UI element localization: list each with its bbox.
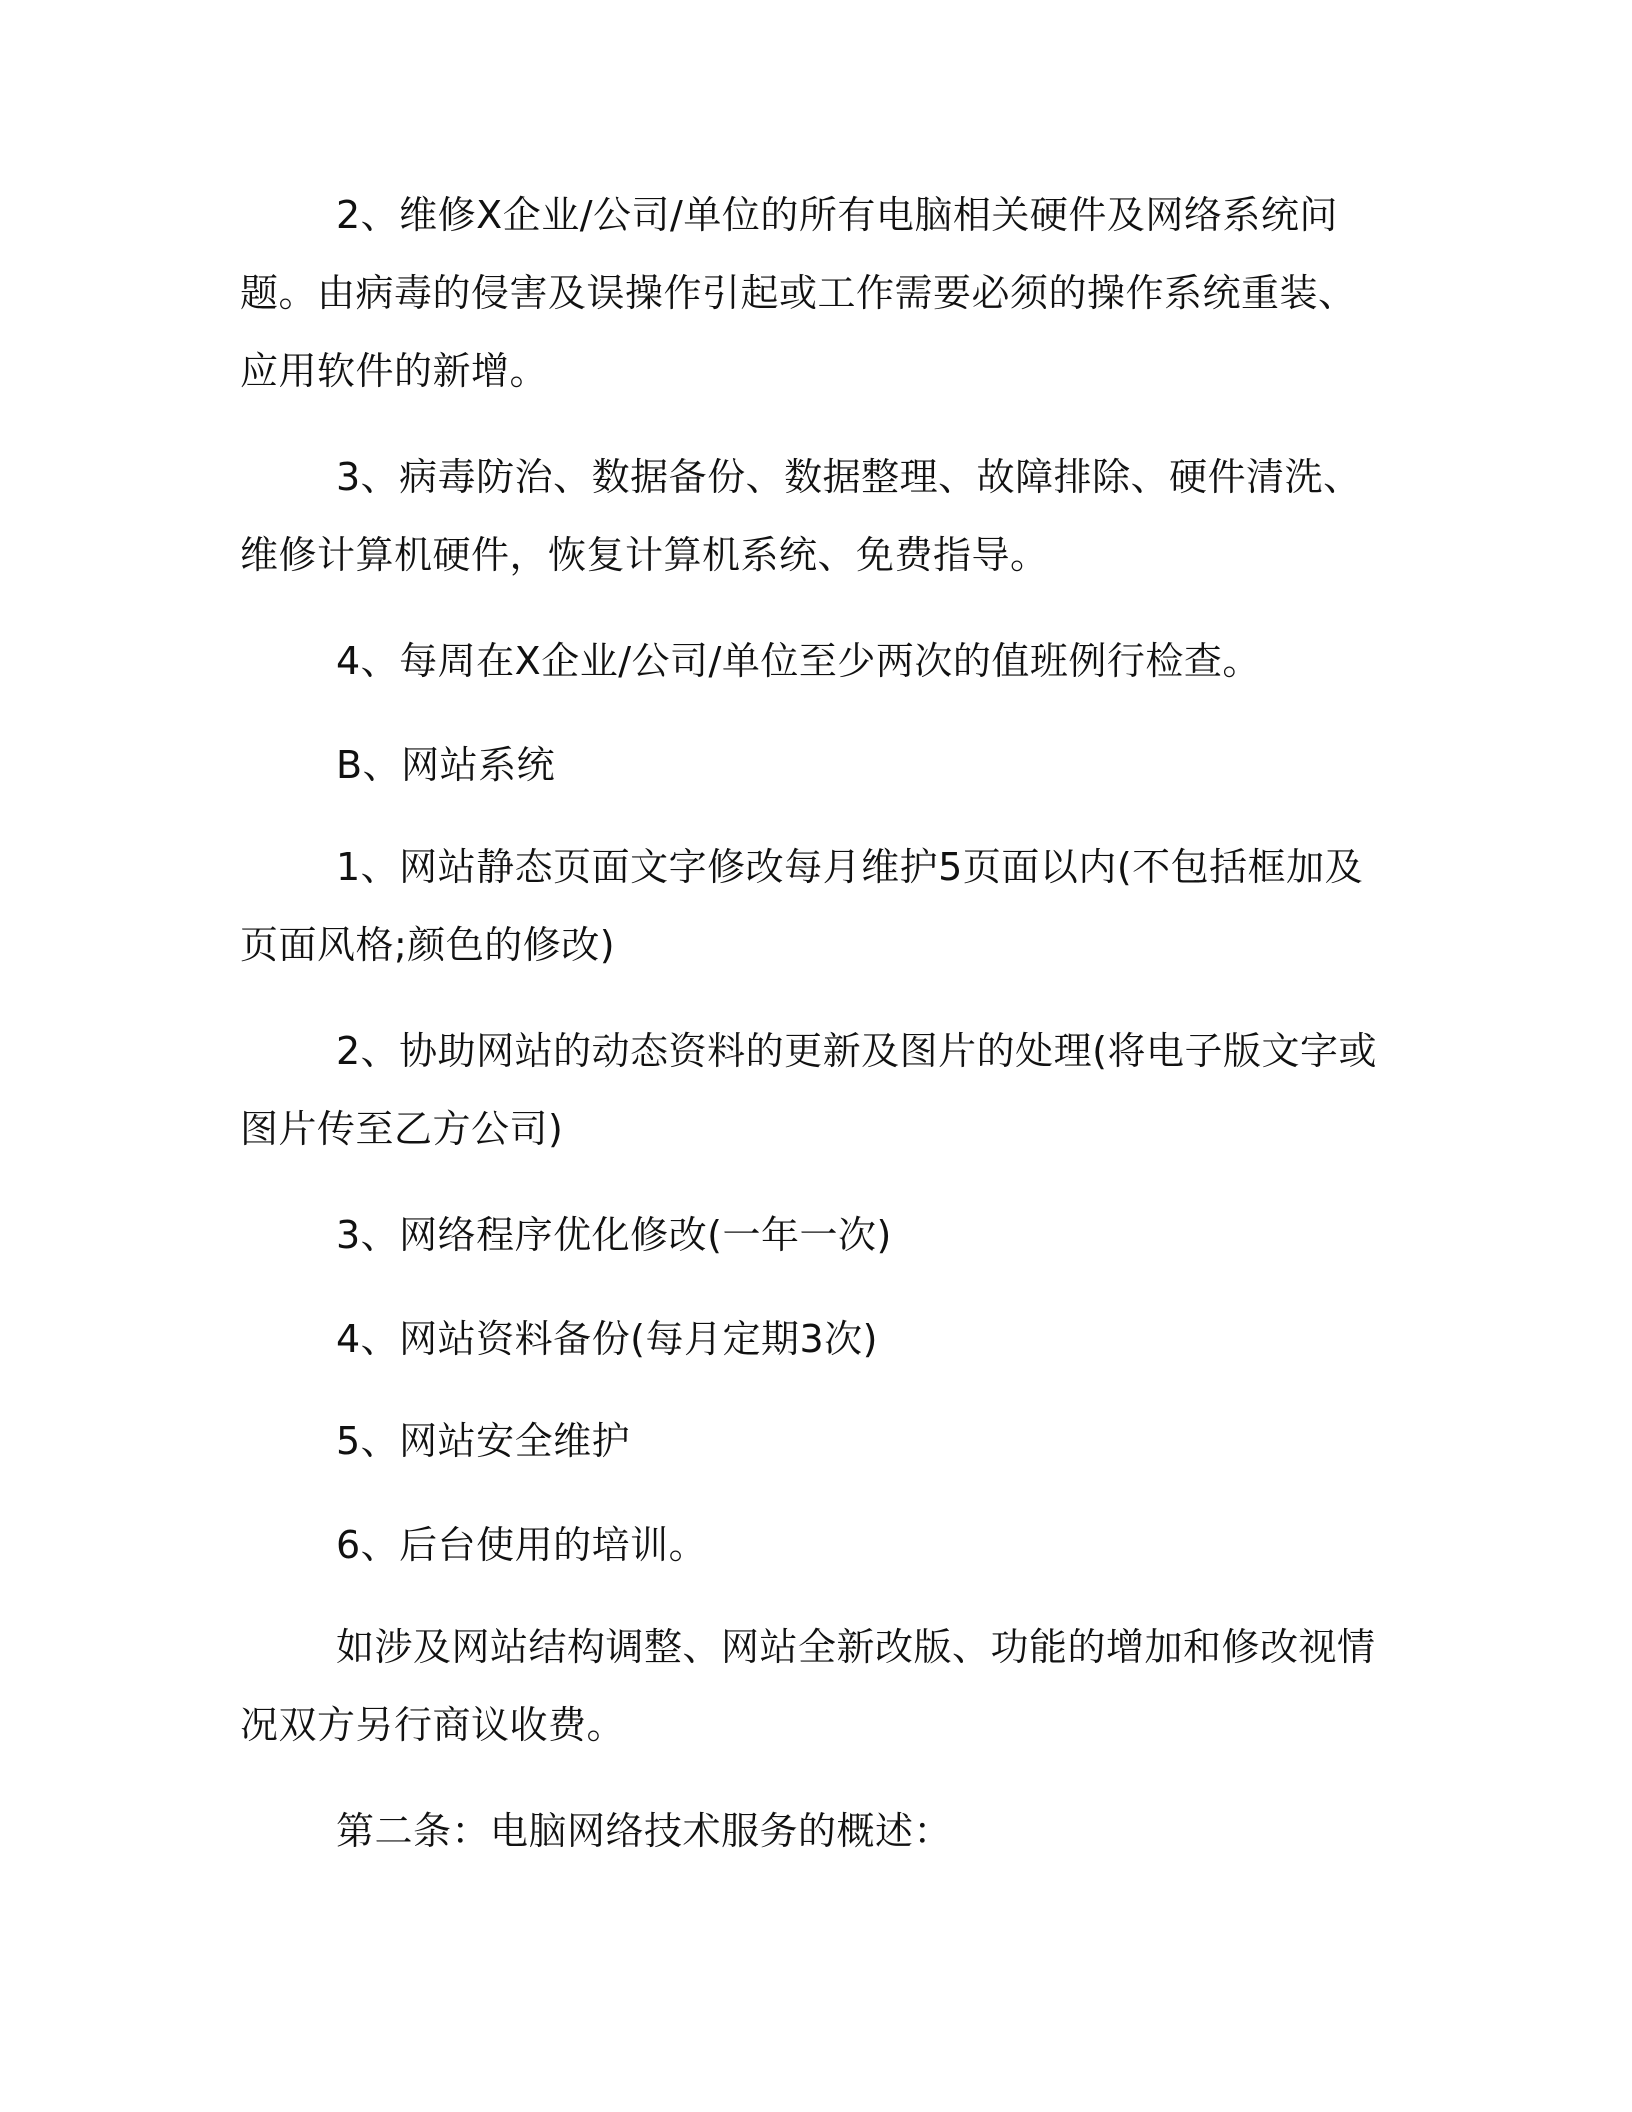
paragraph-item-3-virus-prevention: 3、病毒防治、数据备份、数据整理、故障排除、硬件清洗、维修计算机硬件，恢复计算机系统、免费指导。 <box>240 455 1362 577</box>
article-two-heading: 第二条：电脑网络技术服务的概述： <box>336 1809 953 1853</box>
section-heading-website-system: B、网站系统 <box>336 743 556 787</box>
paragraph-item-4-weekly-check: 4、每周在X企业/公司/单位至少两次的值班例行检查。 <box>336 639 1261 683</box>
paragraph-restructure-fee-note: 如涉及网站结构调整、网站全新改版、功能的增加和修改视情况双方另行商议收费。 <box>240 1625 1376 1747</box>
paragraph-item-2-hardware-repair: 2、维修X企业/公司/单位的所有电脑相关硬件及网络系统问题。由病毒的侵害及误操作引起或工作需要必须的操作系统重装、应用软件的新增。 <box>240 193 1357 393</box>
paragraph-website-item-5: 5、网站安全维护 <box>336 1419 631 1463</box>
paragraph-website-item-3: 3、网络程序优化修改(一年一次) <box>336 1213 892 1257</box>
paragraph-website-item-6: 6、后台使用的培训。 <box>336 1523 708 1567</box>
paragraph-website-item-1: 1、网站静态页面文字修改每月维护5页面以内(不包括框加及页面风格;颜色的修改) <box>240 845 1364 967</box>
paragraph-website-item-2: 2、协助网站的动态资料的更新及图片的处理(将电子版文字或图片传至乙方公司) <box>240 1029 1378 1151</box>
paragraph-website-item-4: 4、网站资料备份(每月定期3次) <box>336 1317 879 1361</box>
